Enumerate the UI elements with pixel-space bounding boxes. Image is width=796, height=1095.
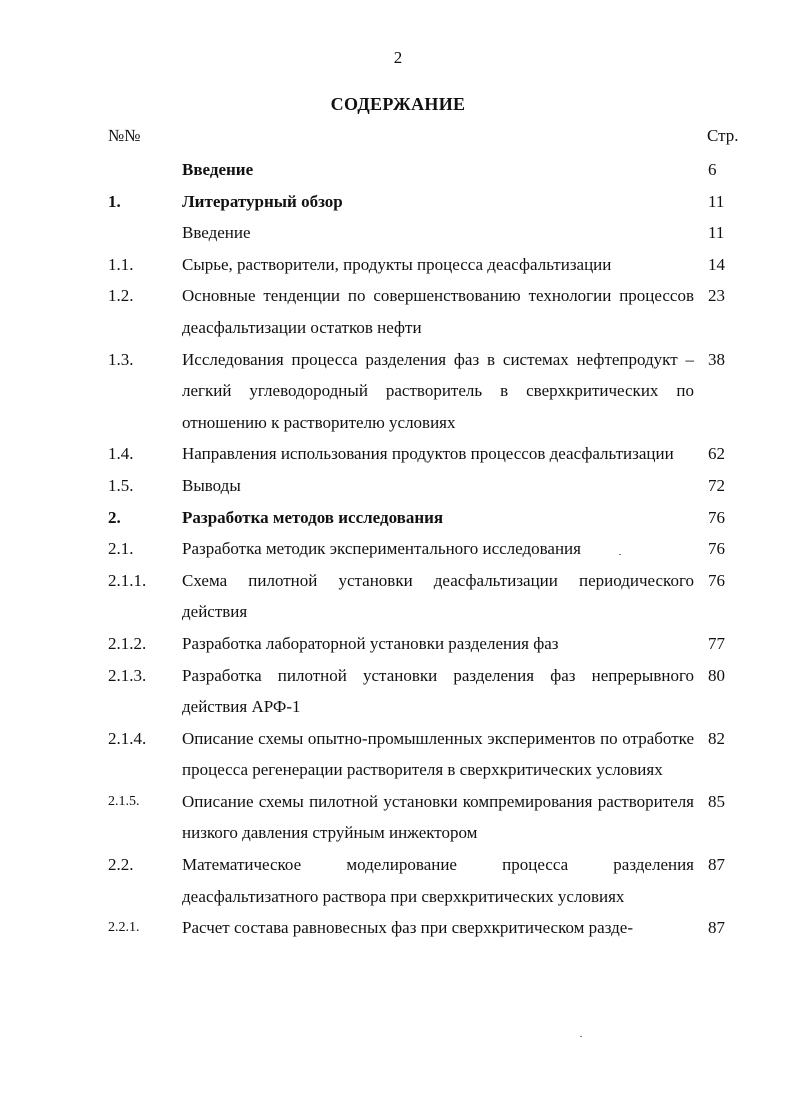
page-number: 2 [393,48,403,67]
entry-page: 11 [708,223,725,243]
entry-title: Направления использования продуктов процессов деасфальтизации [182,444,674,464]
entry-title: Математическое моделирование процесса разделения деасфальтизатного раствора при сверхкритических условиях [182,855,694,906]
entry-number: 2.1. [108,539,134,559]
entry-number: 1. [108,191,121,211]
entry-number: 2.1.3. [108,665,147,685]
entry-title: Литературный обзор [182,191,343,211]
toc-entry [0,470,796,502]
entry-title: Сырье, растворители, продукты процесса деасфальтизации [182,254,612,274]
toc-entry [0,186,796,218]
entry-page: 14 [708,254,725,274]
entry-number: 1.2. [108,286,134,306]
entry-page: 38 [708,349,725,369]
entry-number: 2.1.2. [108,633,147,653]
toc-entry [0,533,796,565]
entry-number: 2. [108,507,121,527]
toc-entry [0,628,796,660]
toc-entry [0,849,796,912]
entry-title: Исследования процесса разделения фаз в системах нефтепродукт – легкий углеводородный растворитель в сверхкритических по отношению к растворителю условиях [182,349,694,432]
entry-number: 1.3. [108,349,134,369]
scan-speck [580,1036,582,1037]
entry-page: 82 [708,728,725,748]
entry-page: 87 [708,918,725,938]
entry-number: 1.1. [108,254,134,274]
number-column-header: №№ [108,126,141,145]
entry-page: 62 [708,444,725,464]
entry-title: Описание схемы опытно-промышленных экспериментов по отработке процесса регенерации растворителя в сверхкритических условиях [182,728,694,780]
entry-title: Разработка методов исследования [182,507,444,527]
entry-number: 1.5. [108,475,134,495]
entry-title: Разработка пилотной установки разделения фаз непрерывного действия АРФ-1 [182,665,694,717]
entry-page: 11 [708,191,725,211]
entry-page: 87 [708,855,725,875]
table-of-contents [0,154,796,944]
entry-page: 72 [708,475,725,495]
entry-page: 80 [708,665,725,685]
entry-title: Разработка методик экспериментального исследования [182,539,581,559]
toc-entry [0,502,796,534]
toc-entry [0,912,796,944]
entry-title: Основные тенденции по совершенствованию технологии процессов деасфальтизации остатков нефти [182,286,694,337]
entry-title: Схема пилотной установки деасфальтизации периодического действия [182,570,694,622]
entry-number: 2.1.1. [108,570,147,590]
entry-number: 1.4. [108,444,134,464]
entry-number: 2.2.1. [108,920,140,936]
entry-title: Введение [182,160,254,179]
toc-entry [0,249,796,281]
page-title: СОДЕРЖАНИЕ [330,94,466,114]
entry-title: Введение [182,223,251,243]
entry-page: 77 [708,633,725,653]
toc-entry [0,565,796,628]
entry-page: 23 [708,286,725,306]
entry-number: 2.2. [108,855,134,875]
entry-number: 2.1.4. [108,728,147,748]
entry-number: 2.1.5. [108,793,140,809]
entry-page: 76 [708,507,725,527]
toc-entry [0,344,796,439]
toc-entry [0,660,796,723]
scan-speck [619,554,621,555]
entry-title: Выводы [182,475,241,495]
entry-page: 85 [708,791,725,811]
toc-entry [0,280,796,343]
entry-title: Расчет состава равновесных фаз при сверхкритическом разде- [182,918,633,938]
entry-page: 76 [708,570,725,590]
toc-entry [0,786,796,849]
toc-entry [0,154,796,186]
entry-page: 76 [708,539,725,559]
toc-entry [0,217,796,249]
entry-title: Разработка лабораторной установки разделения фаз [182,633,559,653]
entry-page: 6 [708,160,717,179]
toc-entry [0,438,796,470]
page-column-header: Стр. [707,126,739,145]
toc-entry [0,723,796,786]
entry-title: Описание схемы пилотной установки компремирования растворителя низкого давления струйным инжектором [182,791,694,843]
